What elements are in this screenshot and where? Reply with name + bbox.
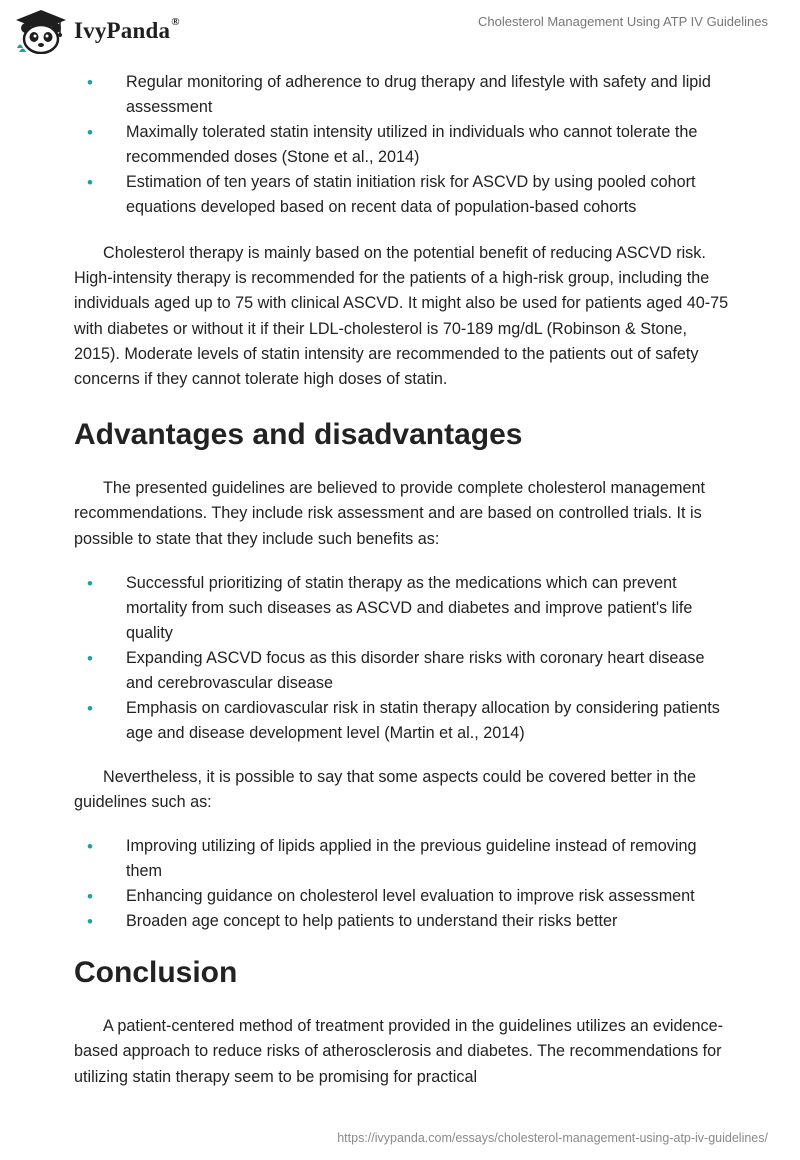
paragraph: A patient-centered method of treatment provided in the guidelines utilizes an evidence-based approach to reduce risks of atherosclerosis and diabetes. The recommendations for utilizing statin therapy seem to be promising for practical <box>74 1017 724 1086</box>
list-item: • Improving utilizing of lipids applied in the previous guideline instead of removing them <box>74 834 734 884</box>
source-url[interactable]: https://ivypanda.com/essays/cholesterol-management-using-atp-iv-guidelines/ <box>337 1131 768 1145</box>
recommendations-list <box>74 70 734 220</box>
ivypanda-logo[interactable] <box>14 8 180 54</box>
paragraph: Cholesterol therapy is mainly based on the potential benefit of reducing ASCVD risk. High-intensity therapy is recommended for the patients of a high-risk group, including the individuals aged up to 75 with clinical ASCVD. It might also be used for patients aged 40-75 with diabetes or without it if their LDL-cholesterol is 70-189 mg/dL (Robinson & Stone, 2015). Moderate levels of statin intensity are recommended to the patients out of safety concerns if they cannot tolerate high doses of statin. <box>74 244 729 389</box>
list-item: • Maximally tolerated statin intensity utilized in individuals who cannot tolerate the recommended doses (Stone et al., 2014) <box>74 120 734 170</box>
list-item: • Expanding ASCVD focus as this disorder share risks with coronary heart disease and cerebrovascular disease <box>74 646 734 696</box>
bullet-icon: • <box>87 73 93 92</box>
running-title: Cholesterol Management Using ATP IV Guidelines <box>477 14 768 29</box>
essay-content <box>74 70 734 1090</box>
section-heading: Conclusion <box>74 956 238 990</box>
list-item: • Successful prioritizing of statin therapy as the medications which can prevent mortality from such diseases as ASCVD and diabetes and improve patient's life quality <box>74 571 734 646</box>
brand-name: IvyPanda® <box>74 16 180 43</box>
bullet-icon: • <box>87 837 93 857</box>
panda-graduation-cap-icon <box>14 8 68 54</box>
page-header <box>0 0 800 60</box>
bullet-icon: • <box>87 123 93 142</box>
bullet-icon: • <box>87 698 93 718</box>
list-item: • Regular monitoring of adherence to drug therapy and lifestyle with safety and lipid assessment <box>74 70 734 120</box>
benefits-list <box>74 571 734 746</box>
bullet-icon: • <box>87 173 93 192</box>
bullet-icon: • <box>87 648 93 668</box>
bullet-icon: • <box>87 912 93 932</box>
list-item: • Broaden age concept to help patients to understand their risks better <box>74 909 734 934</box>
bullet-icon: • <box>87 887 93 907</box>
improvements-list <box>74 834 734 934</box>
paragraph: The presented guidelines are believed to provide complete cholesterol management recommendations. They include risk assessment and are based on controlled trials. It is possible to state that they include such benefits as: <box>74 479 706 548</box>
paragraph: Nevertheless, it is possible to say that some aspects could be covered better in the guidelines such as: <box>74 767 696 812</box>
list-item: • Emphasis on cardiovascular risk in statin therapy allocation by considering patients age and disease development level (Martin et al., 2014) <box>74 696 734 746</box>
list-item: • Enhancing guidance on cholesterol level evaluation to improve risk assessment <box>74 884 734 909</box>
section-heading: Advantages and disadvantages <box>74 418 523 452</box>
bullet-icon: • <box>87 573 93 593</box>
list-item: • Estimation of ten years of statin initiation risk for ASCVD by using pooled cohort equations developed based on recent data of population-based cohorts <box>74 170 734 220</box>
